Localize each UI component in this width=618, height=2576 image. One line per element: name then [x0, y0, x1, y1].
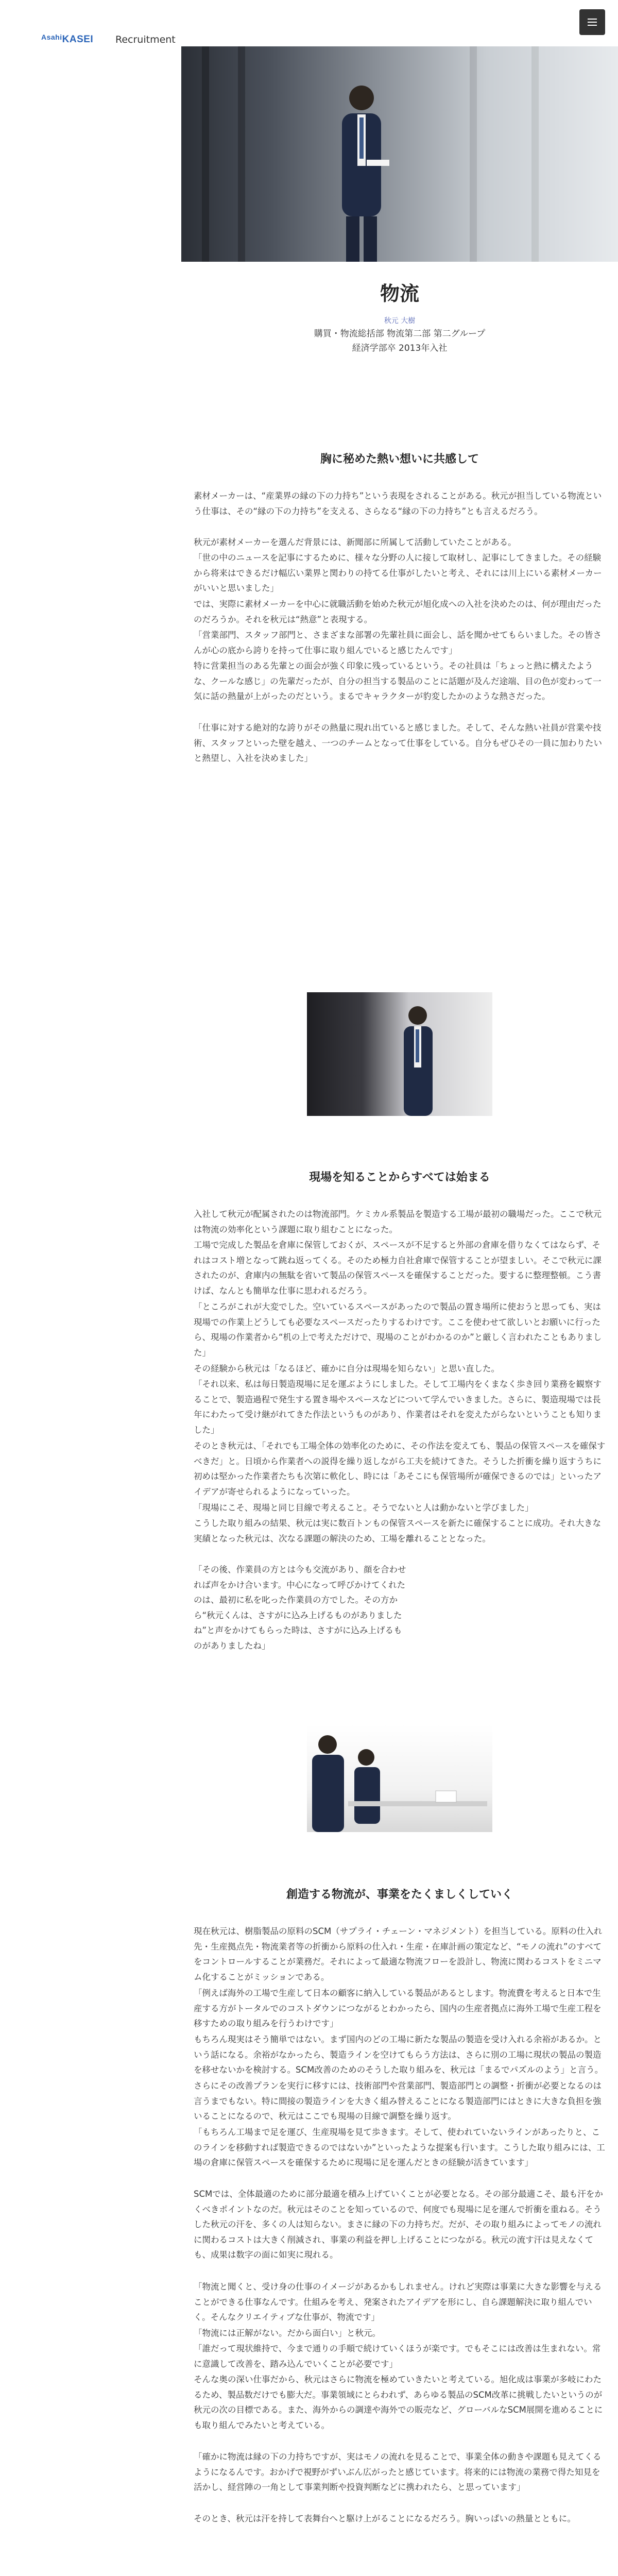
- paragraph: 「営業部門、スタッフ部門と、さまざまな部署の先輩社員に面会し、話を聞かせてもらいました。その皆さんが心の底から誇りを持って仕事に取り組んでいると感じたんです」: [194, 630, 602, 655]
- profile-header: [181, 278, 618, 355]
- paragraph: では、実際に素材メーカーを中心に就職活動を始めた秋元が旭化成への入社を決めたのは、何が理由だったのだろうか。それを秋元は“熱意”と表現する。: [194, 599, 602, 624]
- paragraph: 「その後、作業員の方とは今も交流があり、顔を合わせれば声をかけ合います。中心になって呼びかけてくれたのは、最初に私を叱った作業員の方でした。その方から“秋元くんは、さすがに込み上げるものがありましたね”と声をかけてもらった時は、さすがに込み上げるものがありましたね」: [194, 1565, 406, 1651]
- asahi-kasei-logo[interactable]: $^{Asahi}$KASEI: [41, 33, 94, 45]
- section-heading: 創造する物流が、事業をたくましくしていく: [286, 1888, 513, 1901]
- paragraph: SCMでは、全体最適のために部分最適を積み上げていくことが必要となる。その部分最適こそ、最も汗をかくべきポイントなのだ。秋元はそのことを知っているので、何度でも現場に足を運んで折衝を重ねる。そうした秋元の汗を、多くの人は知らない。まさに縁の下の力持ちだ。だが、その取り組みによってモノの流れに関わるコストは大きく削減され、事業の利益を押し上げることにつながる。秋元の流す汗は見えなくても、成果は数字の面に如実に現れる。: [194, 2189, 603, 2260]
- paragraph: そのとき秋元は、「それでも工場全体の効率化のために、その作法を変えても、製品の保管スペースを確保すべきだ」と。日頃から作業者への説得を繰り返しながら工夫を続けてきた。そうした折衝を繰り返すうちに初めは堅かった作業者たちも次第に軟化し、時には「あそこにも保管場所が確保できるのでは」といったアイデアが寄せられるようになっていった。: [194, 1441, 606, 1497]
- paragraph: さらにその改善プランを実行に移すには、技術部門や営業部門、製造部門との調整・折衝が必要となるのは言うまでもない。特に間接の製造ラインを大きく組み替えることになる製造部門にはときに大きな負担を強いることになるので、秋元はここでも現場の目線で調整を繰り返す。: [194, 2081, 602, 2122]
- paragraph: 「物流には正解がない。だから面白い」と秋元。: [194, 2328, 381, 2338]
- paragraph: 「例えば海外の工場で生産して日本の顧客に納入している製品があるとします。物流費を考えると日本で生産する方がトータルでのコストダウンにつながるとわかったら、国内の生産者拠点に海外工場で生産工程を移すための取り組みを行うわけです」: [194, 1988, 602, 2029]
- hero-photo: [181, 46, 618, 262]
- paragraph: もちろん現実はそう簡単ではない。まず国内のどの工場に新たな製品の製造を受け入れる余裕があるか。という話になる。余裕がなかったら、製造ラインを空けてもらう方法は、さらに別の工場に現状の製品の製造を移せないかを検討する。SCM改善のためのそうした取り組みを、秋元は「まるでパズルのよう」と言う。: [194, 2035, 604, 2075]
- paragraph: 「現場にこそ、現場と同じ目線で考えること。そうでないと人は動かないと学びました」: [194, 1503, 534, 1513]
- employee-department: 購買・物流総括部 物流第二部 第二グループ: [314, 329, 486, 339]
- paragraph: 特に営業担当のある先輩との面会が強く印象に残っているという。その社員は「ちょっと熱に構えたような、クールな感じ」の先輩だったが、自分の担当する製品のことに話題が及んだ途端、目の色が変わって一気に話の熱量が上がったのだという。まるでキャラクターが豹変したかのような熱さだった。: [194, 661, 602, 702]
- employee-figure: [331, 77, 392, 262]
- paragraph: 「物流と聞くと、受け身の仕事のイメージがあるかもしれません。けれど実際は事業に大きな影響を与えることができる仕事なんです。仕組みを考え、発案されたアイデアを形にし、自ら課題解決に取り組んでいく。そんなクリエイティブな仕事が、物流です」: [194, 2282, 602, 2323]
- page-title: 物流: [380, 282, 419, 305]
- paragraph: 入社して秋元が配属されたのは物流部門。ケミカル系製品を製造する工場が最初の職場だった。ここで秋元は物流の効率化という課題に取り組むことになった。: [194, 1209, 602, 1234]
- paragraph: 「世の中のニュースを記事にするために、様々な分野の人に接して取材し、記事にしてきました。その経験から将来はできるだけ幅広い業界と関わりの持てる仕事がしたいと考え、それには川上にいる素材メーカーがいいと思いました」: [194, 553, 602, 594]
- site-header: [0, 0, 618, 46]
- paragraph: 工場で完成した製品を倉庫に保管しておくが、スペースが不足すると外部の倉庫を借りなくてはならず、それはコスト増となって跳ね返ってくる。そのため極力自社倉庫で保管することが望ましい。そこで秋元に課されたのが、倉庫内の無駄を省いて製品の保管スペースを確保することだった。要するに整理整頓。こう書けば、なんとも簡単な仕事に思われるだろう。: [194, 1240, 602, 1296]
- section-heading: 現場を知ることからすべては始まる: [309, 1171, 490, 1184]
- employee-name: 秋元 大樹: [384, 317, 416, 325]
- meeting-scene: [307, 1724, 492, 1832]
- paragraph: こうした取り組みの結果、秋元は実に数百トンもの保管スペースを新たに確保することに成功。それ大きな実績となった秋元は、次なる課題の解決のため、工場を離れることとなった。: [194, 1518, 602, 1544]
- paragraph: 「確かに物流は縁の下の力持ちですが、実はモノの流れを見ることで、事業全体の動きや課題も見えてくるようになるんです。おかげで視野がずいぶん広がったと感じています。将来的には物流の業務で得た知見を活かし、経営陣の一角として事業判断や投資判断などに携われたら、と思っています」: [194, 2452, 602, 2493]
- paragraph: 現在秋元は、樹脂製品の原料のSCM（サプライ・チェーン・マネジメント）を担当している。原料の仕入れ先・生産拠点先・物流業者等の折衝から原料の仕入れ・生産・在庫計画の策定など、“モノの流れ”のすべてをコントロールすることが業務だ。それによって最適な物流フローを設計し、物流に関わるコストをミニマム化することがミッションである。: [194, 1926, 603, 1982]
- paragraph: そんな奥の深い仕事だから、秋元はさらに物流を極めていきたいと考えている。旭化成は事業が多岐にわたるため、製品数だけでも膨大だ。事業領域にとらわれず、あらゆる製品のSCM改革に挑戦したいというのが秋元の次の目標である。また、海外からの調達や海外での販売など、グローバルなSCM展開を進めることにも取り組んでみたいと考えている。: [194, 2375, 603, 2430]
- paragraph: 「ところがこれが大変でした。空いているスペースがあったので製品の置き場所に使おうと思っても、実は現場での作業上どうしても必要なスペースだったりするわけです。ここを使わせて欲しいとお願いに行ったら、現場の作業者から“机の上で考えただけで、現場のことがわかるのか”と厳しく言われたこともありました」: [194, 1302, 602, 1358]
- paragraph: そのとき、秋元は汗を持して表舞台へと駆け上がることになるだろう。胸いっぱいの熱量とともに。: [194, 2514, 576, 2523]
- paragraph: その経験から秋元は「なるほど、確かに自分は現場を知らない」と思い直した。: [194, 1364, 500, 1374]
- paragraph: 「誰だって現状維持で、今まで通りの手順で続けていくほうが楽です。でもそこには改善は生まれない。常に意識して改善を、踏み込んでいくことが必要です」: [194, 2344, 601, 2369]
- paragraph: 「それ以来、私は毎日製造現場に足を運ぶようにしました。そして工場内をくまなく歩き回り業務を観察することで、製造過程で発生する置き場やスペースなどについて学んでいきました。さらに、製造現場では長年にわたって受け継がれてきた作法というものがあり、作業者はそれを変えたがらないということも知りました」: [194, 1379, 602, 1435]
- employee-graduation: 経済学部卒 2013年入社: [352, 343, 448, 353]
- paragraph: 秋元が素材メーカーを選んだ背景には、新聞部に所属して活動していたことがある。: [194, 537, 517, 547]
- paragraph: 「もちろん工場まで足を運び、生産現場を見て歩きます。そして、使われていないラインがあったりと、このラインを移動すれば製造できるのではないか”といったような提案も行います。こうした取り組みには、工場の倉庫に保管スペースを確保するために現場に足を運んだときの経験が活きています」: [194, 2127, 605, 2168]
- recruitment-label: Recruitment: [115, 34, 176, 45]
- paragraph: 「仕事に対する絶対的な誇りがその熱量に現れ出ていると感じました。そして、そんな熱い社員が営業や技術、スタッフといった壁を越え、一つのチームとなって仕事をしている。自分もぜひその一員に加わりたいと熱望し、入社を決めました」: [194, 723, 602, 764]
- section-heading: 胸に秘めた熱い想いに共感して: [320, 453, 479, 466]
- employee-figure: [307, 992, 492, 1116]
- hamburger-menu-icon[interactable]: [579, 9, 605, 35]
- paragraph: 素材メーカーは、“産業界の縁の下の力持ち”という表現をされることがある。秋元が担当している物流という仕事は、その“縁の下の力持ち”を支える、さらなる“縁の下の力持ち”とも言えるだろう。: [194, 491, 602, 516]
- employee-phone-photo: [307, 992, 492, 1116]
- meeting-photo: [307, 1724, 492, 1832]
